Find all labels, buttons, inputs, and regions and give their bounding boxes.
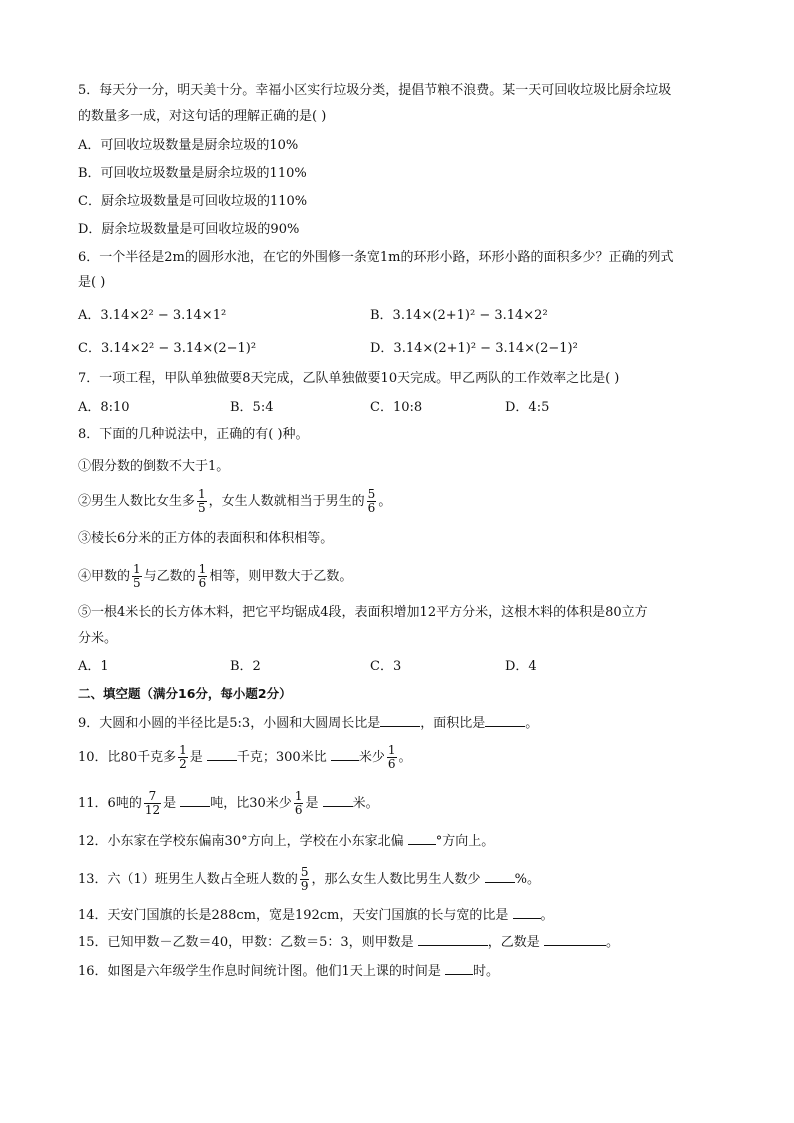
q6-stem-line2: 是( ) [78, 275, 106, 290]
q15-blank-1[interactable] [418, 933, 488, 946]
q8-s4-fraction-1: $\frac{1}{5}$ [133, 562, 141, 590]
q8-s2-text-mid: ，女生人数就相当于男生的 [208, 494, 365, 509]
q13-blank[interactable] [485, 870, 515, 883]
q7-option-b: B．5:4 [230, 400, 274, 415]
q15: 15．已知甲数－乙数＝40，甲数：乙数＝5：3，则甲数是 ，乙数是 。 [78, 935, 619, 950]
q5-option-d: D．厨余垃圾数量是可回收垃圾的90% [78, 222, 300, 237]
q15-blank-2[interactable] [544, 933, 606, 946]
q8-statement-2: ②男生人数比女生多 $\frac{1}{5}$ ，女生人数就相当于男生的 $\frac{5}{6}$ 。 [78, 487, 392, 515]
q5-stem-line2: 的数量多一成，对这句话的理解正确的是( ) [78, 109, 327, 124]
q7-stem: 7．一项工程，甲队单独做要8天完成，乙队单独做要10天完成。甲乙两队的工作效率之比是( ) [78, 371, 620, 386]
q12: 12．小东家在学校东偏南30°方向上，学校在小东家北偏 °方向上。 [78, 834, 495, 849]
q5-stem-line1: 5．每天分一分，明天美十分。幸福小区实行垃圾分类，提倡节粮不浪费。某一天可回收垃圾比厨余垃圾 [78, 83, 672, 98]
q10: 10．比80千克多 $\frac{1}{2}$ 是 千克；300米比 米少 $\frac{1}{6}$ 。 [78, 743, 412, 771]
q11-blank-2[interactable] [323, 794, 353, 807]
q8-s2-fraction-1: $\frac{1}{5}$ [198, 487, 206, 515]
q5-option-a: A．可回收垃圾数量是厨余垃圾的10% [78, 138, 299, 153]
q6-option-d: D．3.14×(2+1)² − 3.14×(2−1)² [370, 341, 578, 356]
q5-option-b: B．可回收垃圾数量是厨余垃圾的110% [78, 166, 307, 181]
q5-option-c: C．厨余垃圾数量是可回收垃圾的110% [78, 194, 308, 209]
q8-statement-5-line2: 分米。 [78, 631, 118, 646]
q8-statement-3: ③棱长6分米的正方体的表面积和体积相等。 [78, 531, 334, 546]
q9-blank-1[interactable] [380, 714, 420, 727]
q6-option-a: A．3.14×2² − 3.14×1² [78, 308, 227, 323]
q6-option-b: B．3.14×(2+1)² − 3.14×2² [370, 308, 548, 323]
q8-statement-4: ④甲数的 $\frac{1}{5}$ 与乙数的 $\frac{1}{6}$ 相等，则甲数大于乙数。 [78, 562, 353, 590]
q8-option-c: C．3 [370, 659, 402, 674]
section-2-heading: 二、填空题（满分16分，每小题2分） [78, 686, 292, 701]
q8-s4-fraction-2: $\frac{1}{6}$ [198, 562, 207, 590]
q7-option-d: D．4:5 [505, 400, 550, 415]
q11-fraction-1: $\frac{7}{12}$ [144, 789, 161, 817]
q14: 14．天安门国旗的长是288cm，宽是192cm，天安门国旗的长与宽的比是 。 [78, 908, 554, 923]
q8-option-a: A．1 [78, 659, 109, 674]
q8-s2-text: ②男生人数比女生多 [78, 494, 196, 509]
q13: 13．六（1）班男生人数占全班人数的 $\frac{5}{9}$ ，那么女生人数比男生人数少 %。 [78, 865, 540, 893]
q9-blank-2[interactable] [485, 714, 525, 727]
q10-fraction-1: $\frac{1}{2}$ [179, 743, 187, 771]
q16-blank[interactable] [445, 962, 473, 975]
q10-blank-1[interactable] [207, 748, 237, 761]
q16: 16．如图是六年级学生作息时间统计图。他们1天上课的时间是 时。 [78, 964, 499, 979]
q8-statement-5-line1: ⑤一根4米长的长方体木料，把它平均锯成4段，表面积增加12平方分米，这根木料的体积是80立方 [78, 605, 648, 620]
q10-blank-2[interactable] [331, 748, 359, 761]
q11: 11．6吨的 $\frac{7}{12}$ 是 吨，比30米少 $\frac{1}{6}$ 是 米。 [78, 789, 379, 817]
q8-option-d: D．4 [505, 659, 537, 674]
q11-blank-1[interactable] [180, 794, 210, 807]
q7-option-c: C．10:8 [370, 400, 423, 415]
q12-blank[interactable] [408, 832, 436, 845]
q6-option-c: C．3.14×2² − 3.14×(2−1)² [78, 341, 257, 356]
q14-blank[interactable] [513, 906, 541, 919]
q6-stem-line1: 6．一个半径是2m的圆形水池，在它的外围修一条宽1m的环形小路，环形小路的面积多少？正确的列式 [78, 250, 674, 265]
q8-stem: 8．下面的几种说法中，正确的有( )种。 [78, 427, 309, 442]
q9: 9．大圆和小圆的半径比是5:3，小圆和大圆周长比是 ，面积比是 。 [78, 716, 539, 731]
q8-statement-1: ①假分数的倒数不大于1。 [78, 459, 230, 474]
q13-fraction: $\frac{5}{9}$ [300, 865, 309, 893]
q7-option-a: A．8:10 [78, 400, 130, 415]
q8-s2-fraction-2: $\frac{5}{6}$ [367, 487, 376, 515]
q10-fraction-2: $\frac{1}{6}$ [387, 743, 396, 771]
q11-fraction-2: $\frac{1}{6}$ [294, 789, 303, 817]
q8-option-b: B．2 [230, 659, 261, 674]
